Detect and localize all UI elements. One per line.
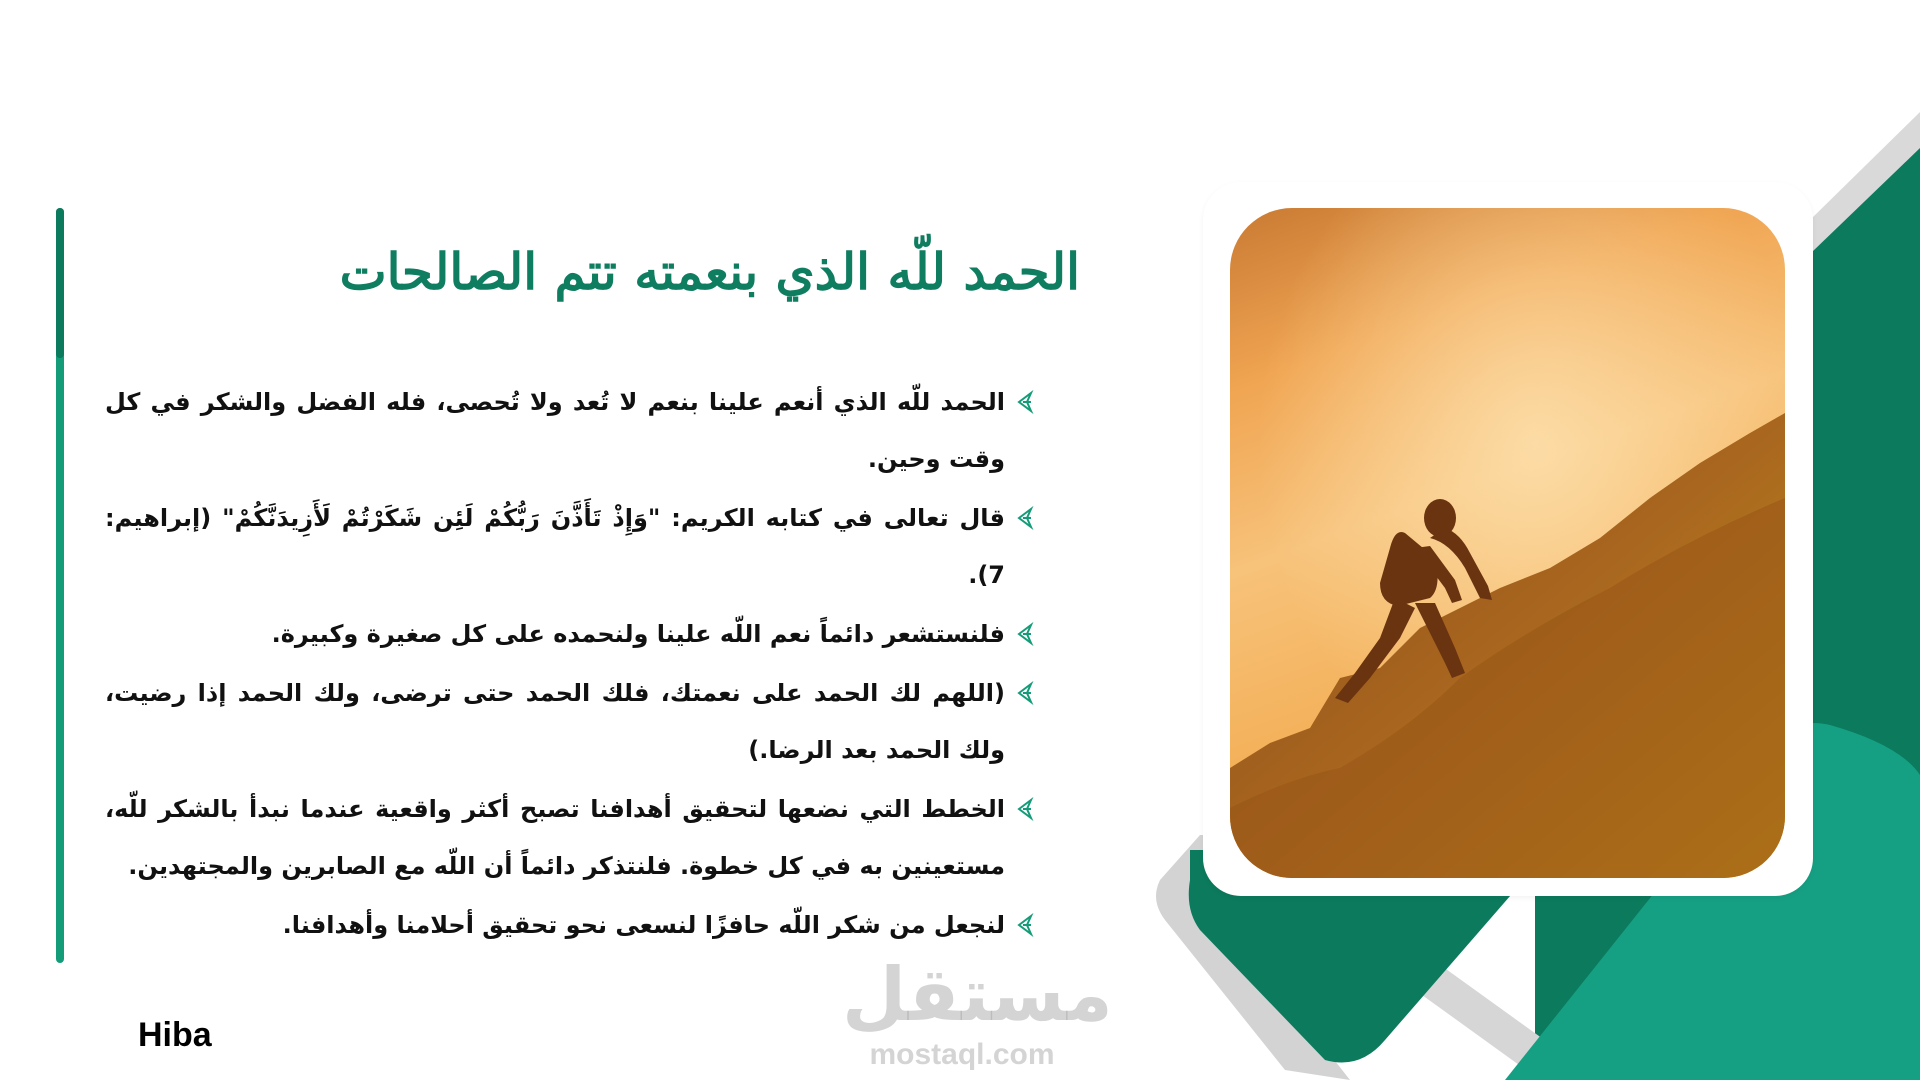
bullet-text: لنجعل من شكر اللّه حافزًا لنسعى نحو تحقيق أحلامنا وأهدافنا.	[282, 911, 1005, 939]
bullet-item	[105, 665, 1037, 779]
bullet-text: الحمد للّه الذي أنعم علينا بنعم لا تُعد ولا تُحصى، فله الفضل والشكر في كل وقت وحين.	[105, 388, 1005, 473]
bullet-item	[105, 897, 1037, 954]
chevron-arrow-icon	[1017, 913, 1037, 937]
chevron-arrow-icon	[1017, 622, 1037, 646]
chevron-arrow-icon	[1017, 797, 1037, 821]
bullet-item	[105, 374, 1037, 488]
bullet-text: (اللهم لك الحمد على نعمتك، فلك الحمد حتى ترضى، ولك الحمد إذا رضيت، ولك الحمد بعد الرضا.)	[105, 679, 1005, 764]
vertical-accent-bar-top	[56, 208, 64, 358]
bullet-text: قال تعالى في كتابه الكريم: "وَإِذْ تَأَذَّنَ رَبُّكُمْ لَئِن شَكَرْتُمْ لَأَزِيدَنَّكُمْ" (إبراهيم: 7).	[105, 504, 1005, 589]
bullet-list	[105, 374, 1037, 956]
bullet-text: الخطط التي نضعها لتحقيق أهدافنا تصبح أكثر واقعية عندما نبدأ بالشكر للّه، مستعينين به في كل خطوة. فلنتذكر دائماً أن اللّه مع الصابرين والمجتهدين.	[105, 795, 1005, 880]
watermark	[842, 952, 1113, 1073]
bullet-item	[105, 781, 1037, 895]
watermark-latin: mostaql.com	[869, 1038, 1055, 1071]
mountain-climber-photo	[1230, 208, 1785, 878]
author-name: Hiba	[138, 1016, 212, 1054]
chevron-arrow-icon	[1017, 390, 1037, 414]
slide-title: الحمد للّه الذي بنعمته تتم الصالحات	[339, 242, 1080, 301]
bullet-item	[105, 606, 1037, 663]
chevron-arrow-icon	[1017, 506, 1037, 530]
chevron-arrow-icon	[1017, 681, 1037, 705]
bullet-item	[105, 490, 1037, 604]
watermark-arabic: مستقل	[842, 952, 1113, 1038]
bullet-text: فلنستشعر دائماً نعم اللّه علينا ولنحمده على كل صغيرة وكبيرة.	[271, 620, 1005, 648]
